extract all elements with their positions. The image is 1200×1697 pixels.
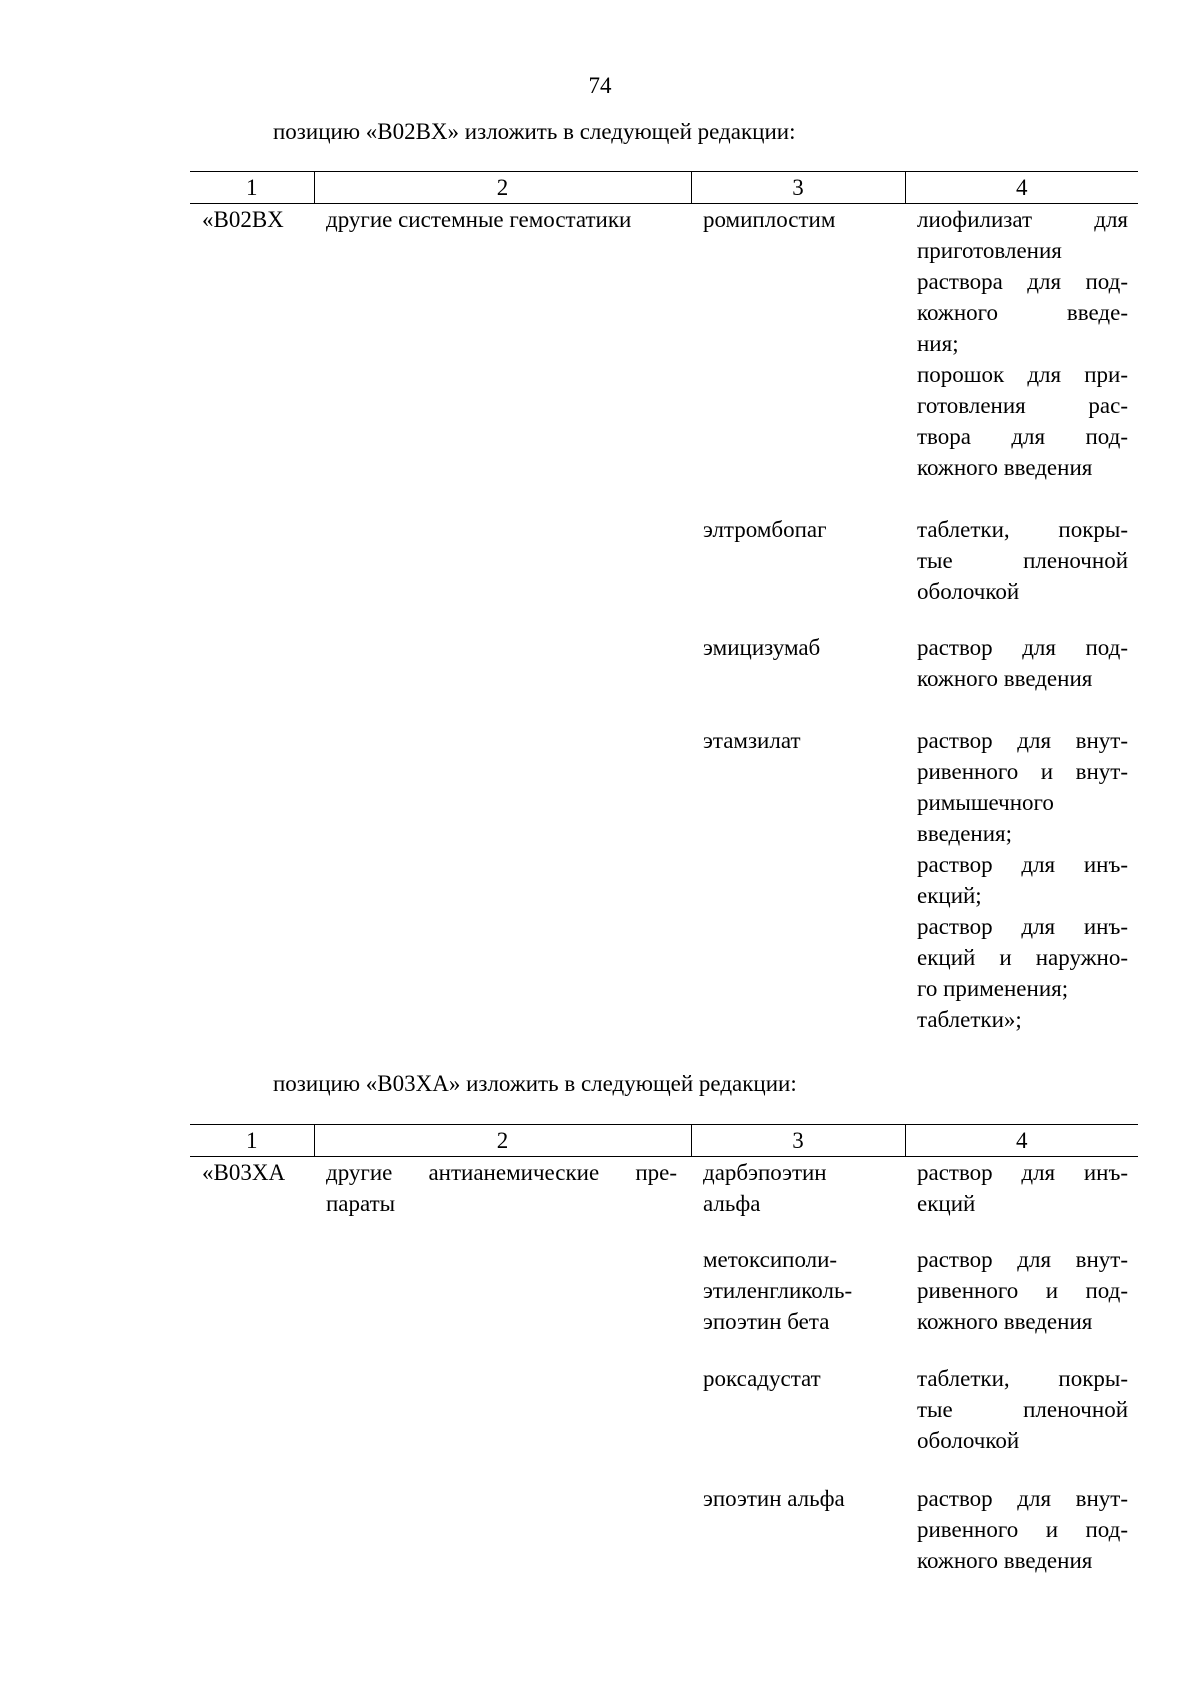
form-line: порошок для при- (917, 362, 1128, 387)
dosage-form (905, 694, 1138, 1035)
column-header-1: 1 (190, 1125, 314, 1157)
dosage-form (905, 1337, 1138, 1456)
drug-name-line: дарбэпоэтин (703, 1160, 827, 1185)
form-line: римышечного (917, 790, 1054, 815)
column-header-2: 2 (314, 1125, 691, 1157)
form-line: оболочкой (917, 1428, 1020, 1453)
form-line: раствор для инъ- (917, 1160, 1128, 1185)
form-line: кожного введе- (917, 300, 1128, 325)
form-line: екций и наружно- (917, 945, 1128, 970)
column-header-3: 3 (691, 1125, 905, 1157)
dosage-form (905, 1219, 1138, 1337)
form-line: раствор для внут- (917, 1247, 1128, 1272)
drug-name-line: альфа (703, 1191, 761, 1216)
table-row (190, 483, 1138, 607)
form-line: таблетки»; (917, 1007, 1022, 1032)
group-name: другие антианемические пре- параты (326, 1160, 677, 1216)
form-line: ривенного и под- (917, 1278, 1128, 1303)
table-header-row (190, 172, 1138, 204)
table-row (190, 204, 1138, 484)
drug-name-line: эпоэтин бета (703, 1309, 830, 1334)
form-line: раствора для под- (917, 269, 1128, 294)
atc-code: «B03XA (202, 1160, 286, 1185)
section-intro-b02bx: позицию «B02BX» изложить в следующей редакции: (273, 119, 796, 144)
drug-name (691, 1157, 905, 1220)
column-header-4: 4 (905, 172, 1138, 204)
form-line: тые пленочной (917, 1397, 1128, 1422)
form-line: раствор для внут- (917, 728, 1128, 753)
table-row (190, 694, 1138, 1035)
table-row (190, 1456, 1138, 1576)
form-line: приготовления (917, 238, 1062, 263)
position-table-b02bx (190, 171, 1138, 1035)
column-header-2: 2 (314, 172, 691, 204)
form-line: ния; (917, 331, 959, 356)
drug-name: этамзилат (703, 728, 801, 753)
position-table-b03xa (190, 1124, 1138, 1576)
form-line: кожного введения (917, 666, 1093, 691)
table-row (190, 607, 1138, 694)
drug-name-line: метоксиполи- (703, 1247, 838, 1272)
form-line: раствор для инъ- (917, 914, 1128, 939)
drug-name-line: этиленгликоль- (703, 1278, 853, 1303)
table-row (190, 1219, 1138, 1337)
drug-name: элтромбопаг (703, 517, 827, 542)
form-line: раствор для под- (917, 635, 1128, 660)
form-line: таблетки, покры- (917, 1366, 1128, 1391)
drug-name (691, 1219, 905, 1337)
dosage-form (905, 607, 1138, 694)
column-header-1: 1 (190, 172, 314, 204)
form-line: твора для под- (917, 424, 1128, 449)
dosage-form (905, 483, 1138, 607)
column-header-3: 3 (691, 172, 905, 204)
drug-name: роксадустат (703, 1366, 821, 1391)
table-row (190, 1337, 1138, 1456)
form-line: введения; (917, 821, 1012, 846)
drug-name: эпоэтин альфа (703, 1486, 845, 1511)
dosage-form (905, 1157, 1138, 1220)
form-line: кожного введения (917, 1548, 1093, 1573)
form-line: таблетки, покры- (917, 517, 1128, 542)
form-line: ривенного и внут- (917, 759, 1128, 784)
group-name: другие системные гемостатики (326, 207, 632, 232)
form-line: кожного введения (917, 1309, 1093, 1334)
table-header-row (190, 1125, 1138, 1157)
form-line: готовления рас- (917, 393, 1128, 418)
dosage-form (905, 1456, 1138, 1576)
form-line: лиофилизат для (917, 207, 1128, 232)
form-line: кожного введения (917, 455, 1093, 480)
form-line: екций; (917, 883, 982, 908)
page-number: 74 (588, 73, 612, 98)
form-line: го применения; (917, 976, 1069, 1001)
form-line: ривенного и под- (917, 1517, 1128, 1542)
form-line: оболочкой (917, 579, 1020, 604)
drug-name: эмицизумаб (703, 635, 821, 660)
dosage-form (905, 204, 1138, 484)
atc-code: «B02BX (202, 207, 284, 232)
form-line: тые пленочной (917, 548, 1128, 573)
form-line: раствор для внут- (917, 1486, 1128, 1511)
column-header-4: 4 (905, 1125, 1138, 1157)
form-line: екций (917, 1191, 976, 1216)
section-intro-b03xa: позицию «B03XA» изложить в следующей редакции: (273, 1071, 797, 1096)
form-line: раствор для инъ- (917, 852, 1128, 877)
table-row (190, 1157, 1138, 1220)
drug-name: ромиплостим (703, 207, 836, 232)
